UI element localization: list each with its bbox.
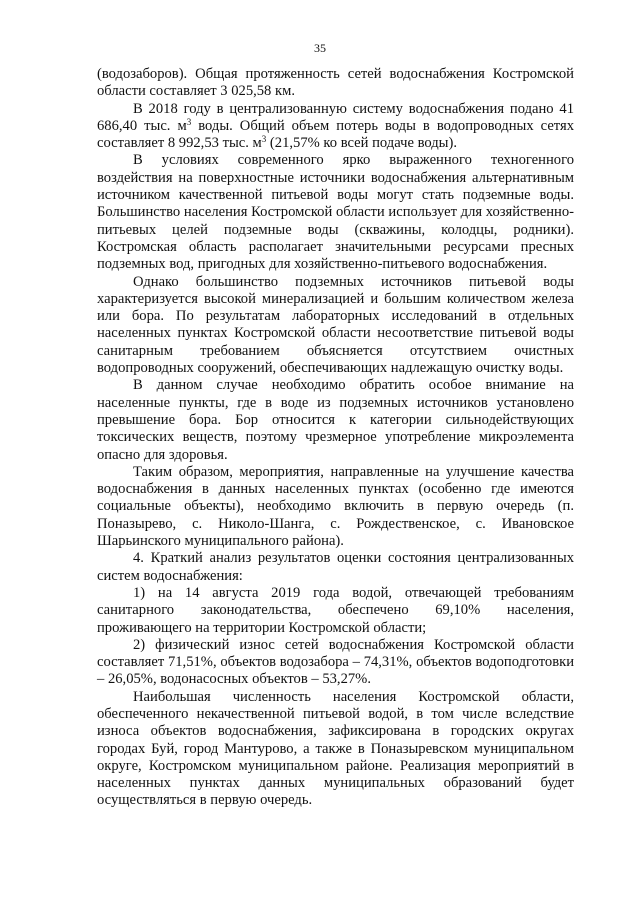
page-number: 35 (314, 41, 326, 55)
paragraph (97, 377, 574, 463)
paragraph (97, 274, 574, 378)
text-run: Однако большинство подземных источников питьевой воды характеризуется высокой минерализацией и большим количеством железа или бора. По результатам лабораторных исследований в отдельных населенных пунктах Костромской области несоответствие питьевой воды санитарным требованием объясняется отсутствием очистных водопроводных сооружений, обеспечивающих надлежащую очистку воды. (97, 273, 574, 377)
text-run: В данном случае необходимо обратить особое внимание на населенные пункты, где в воде из подземных источников установлено превышение бора. Бор относится к категории сильнодействующих токсических веществ, поэтому чрезмерное употребление микроэлемента опасно для здоровья. (97, 377, 574, 463)
superscript: 3 (186, 116, 192, 127)
text-run: 1) на 14 августа 2019 года водой, отвечающей требованиям санитарного законодательства, обеспечено 69,10% населения, проживающего на территории Костромской области; (97, 584, 574, 636)
text-run: Наибольшая численность населения Костромской области, обеспеченного некачественной питьевой водой, в том числе вследствие износа объектов водоснабжения, зафиксирована в городских округах городах Буй, город Мантурово, а также в Поназыревском муниципальном округе, Костромском муниципальном районе. Реализация мероприятий в населенных пунктах данных муниципальных образований будет осуществляться в первую очередь. (97, 688, 574, 809)
text-run: (21,57% ко всей подаче воды). (266, 135, 457, 152)
text-run: 4. Краткий анализ результатов оценки состояния централизованных систем водоснабжения: (97, 550, 574, 584)
paragraph (97, 66, 574, 101)
document-body (97, 66, 574, 810)
text-run: Таким образом, мероприятия, направленные на улучшение качества водоснабжения в данных населенных пунктах (особенно где имеются социальные объекты), необходимо включить в первую очередь (п. Поназырево, с. Николо-Шанга, с. Рождественское, с. Ивановское Шарьинского муниципального района). (97, 463, 574, 550)
paragraph (97, 152, 574, 273)
text-run: воды. Общий объем потерь воды в водопроводных сетях составляет 8 992,53 тыс. м (97, 117, 574, 152)
text-run: В 2018 году в централизованную систему водоснабжения подано 41 686,40 тыс. м (97, 100, 574, 134)
text-run: (водозаборов). Общая протяженность сетей водоснабжения Костромской области составляет 3 025,58 км. (97, 66, 574, 100)
superscript: 3 (261, 134, 267, 145)
paragraph (97, 689, 574, 810)
text-run: В условиях современного ярко выраженного техногенного воздействия на поверхностные источники водоснабжения альтернативным источником качественной питьевой воды могут стать подземные воды. Большинство населения Костромской области использует для хозяйственно-питьевых целей подземные воды (скважины, колодцы, родники). Костромская область располагает значительными ресурсами пресных подземных вод, пригодных для хозяйственно-питьевого водоснабжения. (97, 152, 574, 273)
paragraph (97, 585, 574, 637)
paragraph (97, 464, 574, 550)
paragraph (97, 101, 574, 153)
paragraph (97, 637, 574, 689)
paragraph (97, 550, 574, 585)
text-run: 2) физический износ сетей водоснабжения Костромской области составляет 71,51%, объектов водозабора – 74,31%, объектов водоподготовки – 26,05%, водонасосных объектов – 53,27%. (97, 636, 574, 688)
